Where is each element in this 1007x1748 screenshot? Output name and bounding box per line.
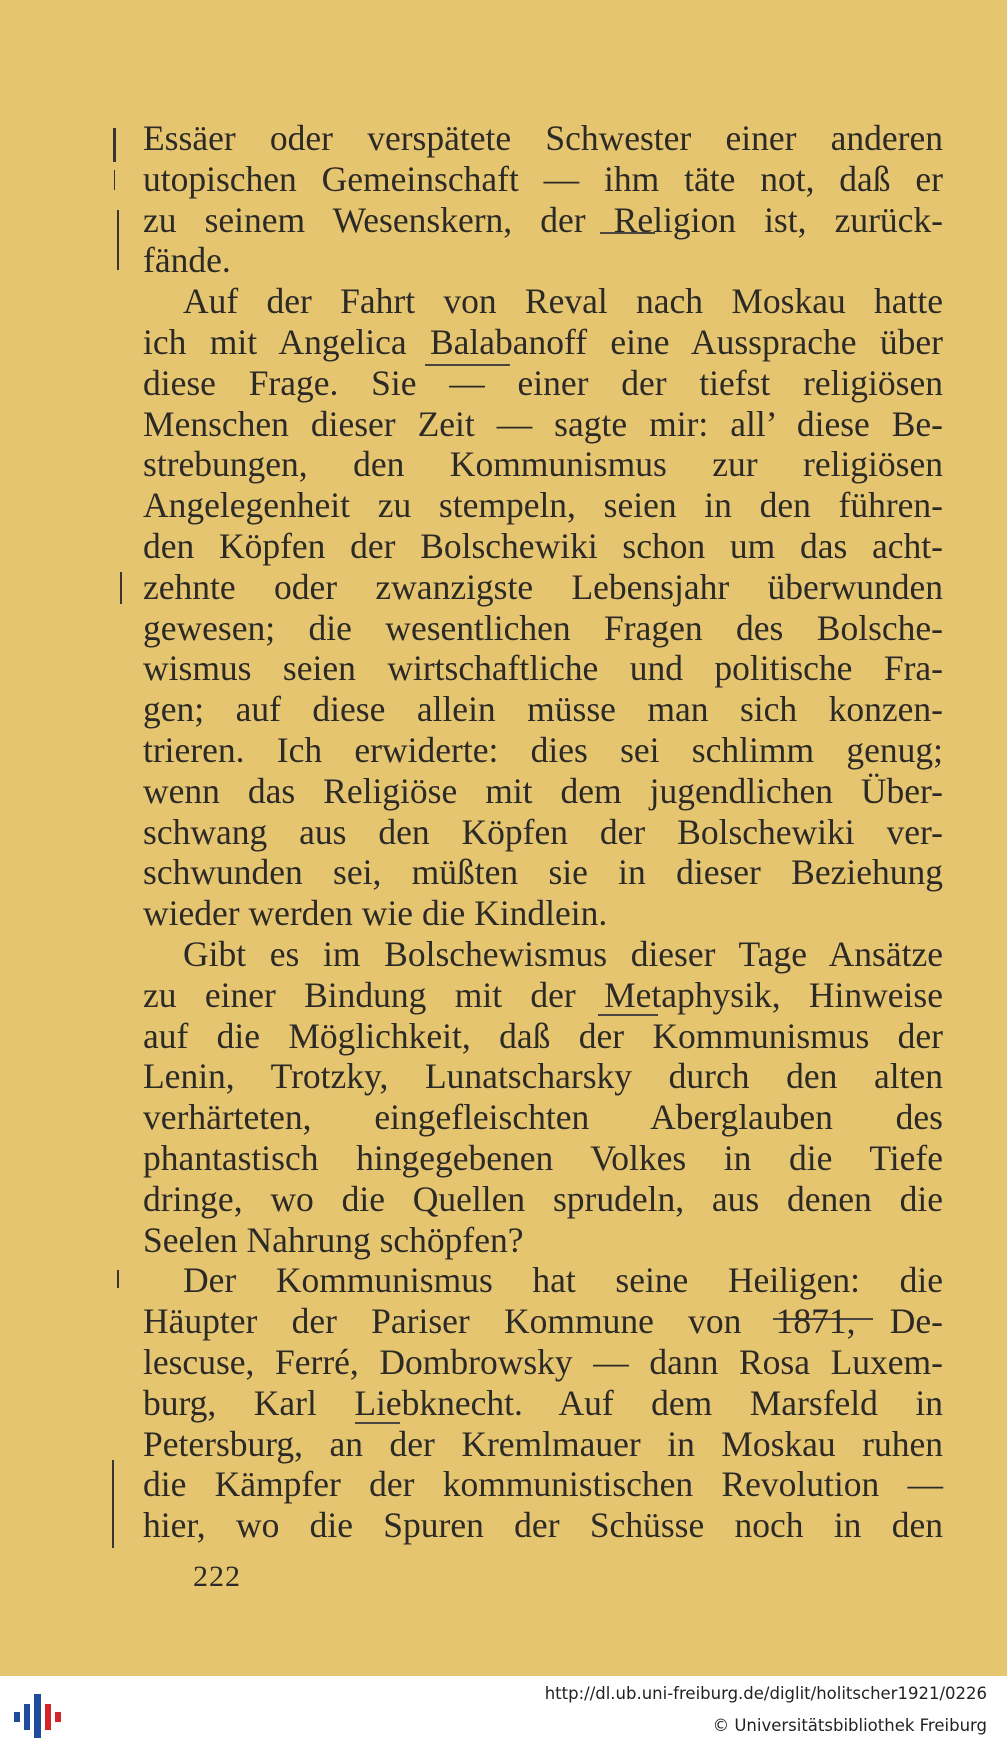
margin-mark: [113, 128, 116, 162]
text-line: gewesen; die wesentlichen Fragen des Bolsche-: [143, 607, 943, 648]
margin-mark: [117, 210, 119, 270]
text-line: zu seinem Wesenskern, der Religion ist, zurück-: [143, 199, 943, 240]
text-line: zehnte oder zwanzigste Lebensjahr überwunden: [143, 566, 943, 607]
footer-copyright: © Universitätsbibliothek Freiburg: [712, 1716, 987, 1735]
text-line: Seelen Nahrung schöpfen?: [143, 1219, 524, 1260]
text-line: zu einer Bindung mit der Metaphysik, Hinweise: [143, 974, 943, 1015]
text-line: schwang aus den Köpfen der Bolschewiki ver-: [143, 811, 943, 852]
text-line: Der Kommunismus hat seine Heiligen: die: [183, 1260, 943, 1301]
text-line: trieren. Ich erwiderte: dies sei schlimm genug;: [143, 729, 943, 770]
text-line: utopischen Gemeinschaft — ihm täte not, daß er: [143, 158, 943, 199]
text-line: phantastisch hingegebenen Volkes in die Tiefe: [143, 1137, 943, 1178]
page-number: 222: [193, 1560, 241, 1593]
text-line: diese Frage. Sie — einer der tiefst religiösen: [143, 362, 943, 403]
text-line: Menschen dieser Zeit — sagte mir: all’ diese Be-: [143, 403, 943, 444]
margin-mark: [114, 170, 115, 190]
margin-mark: [117, 1270, 119, 1288]
text-line: gen; auf diese allein müsse man sich konzen-: [143, 689, 943, 730]
margin-mark: [112, 1460, 114, 1548]
text-line: lescuse, Ferré, Dombrowsky — dann Rosa Luxem-: [143, 1341, 943, 1382]
body-text: [143, 118, 943, 1546]
text-line: schwunden sei, müßten sie in dieser Beziehung: [143, 852, 943, 893]
margin-mark: [120, 572, 122, 604]
text-line: Gibt es im Bolschewismus dieser Tage Ansätze: [183, 933, 943, 974]
text-line: verhärteten, eingefleischten Aberglauben des: [143, 1097, 943, 1138]
text-line: Lenin, Trotzky, Lunatscharsky durch den alten: [143, 1056, 943, 1097]
text-line: auf die Möglichkeit, daß der Kommunismus der: [143, 1015, 943, 1056]
library-logo-icon: [12, 1690, 64, 1740]
footer-url-link[interactable]: http://dl.ub.uni-freiburg.de/diglit/holitscher1921/0226: [544, 1684, 987, 1703]
footer-bar: [0, 1676, 1007, 1748]
text-line: fände.: [143, 240, 231, 281]
text-line: Petersburg, an der Kremlmauer in Moskau ruhen: [143, 1423, 943, 1464]
text-line: die Kämpfer der kommunistischen Revolution —: [143, 1464, 943, 1505]
text-line: Auf der Fahrt von Reval nach Moskau hatte: [183, 281, 943, 322]
text-line: hier, wo die Spuren der Schüsse noch in den: [143, 1505, 943, 1546]
text-line: wieder werden wie die Kindlein.: [143, 893, 608, 934]
text-line: dringe, wo die Quellen sprudeln, aus denen die: [143, 1178, 943, 1219]
text-line: wismus seien wirtschaftliche und politische Fra-: [143, 648, 943, 689]
text-line: burg, Karl Liebknecht. Auf dem Marsfeld in: [143, 1382, 943, 1423]
text-line: Häupter der Pariser Kommune von 1871, De-: [143, 1301, 943, 1342]
text-line: Angelegenheit zu stempeln, seien in den führen-: [143, 485, 943, 526]
text-line: wenn das Religiöse mit dem jugendlichen Über-: [143, 770, 943, 811]
text-line: den Köpfen der Bolschewiki schon um das acht-: [143, 525, 943, 566]
text-line: Essäer oder verspätete Schwester einer anderen: [143, 118, 943, 158]
text-line: strebungen, den Kommunismus zur religiösen: [143, 444, 943, 485]
text-line: ich mit Angelica Balabanoff eine Aussprache über: [143, 321, 943, 362]
